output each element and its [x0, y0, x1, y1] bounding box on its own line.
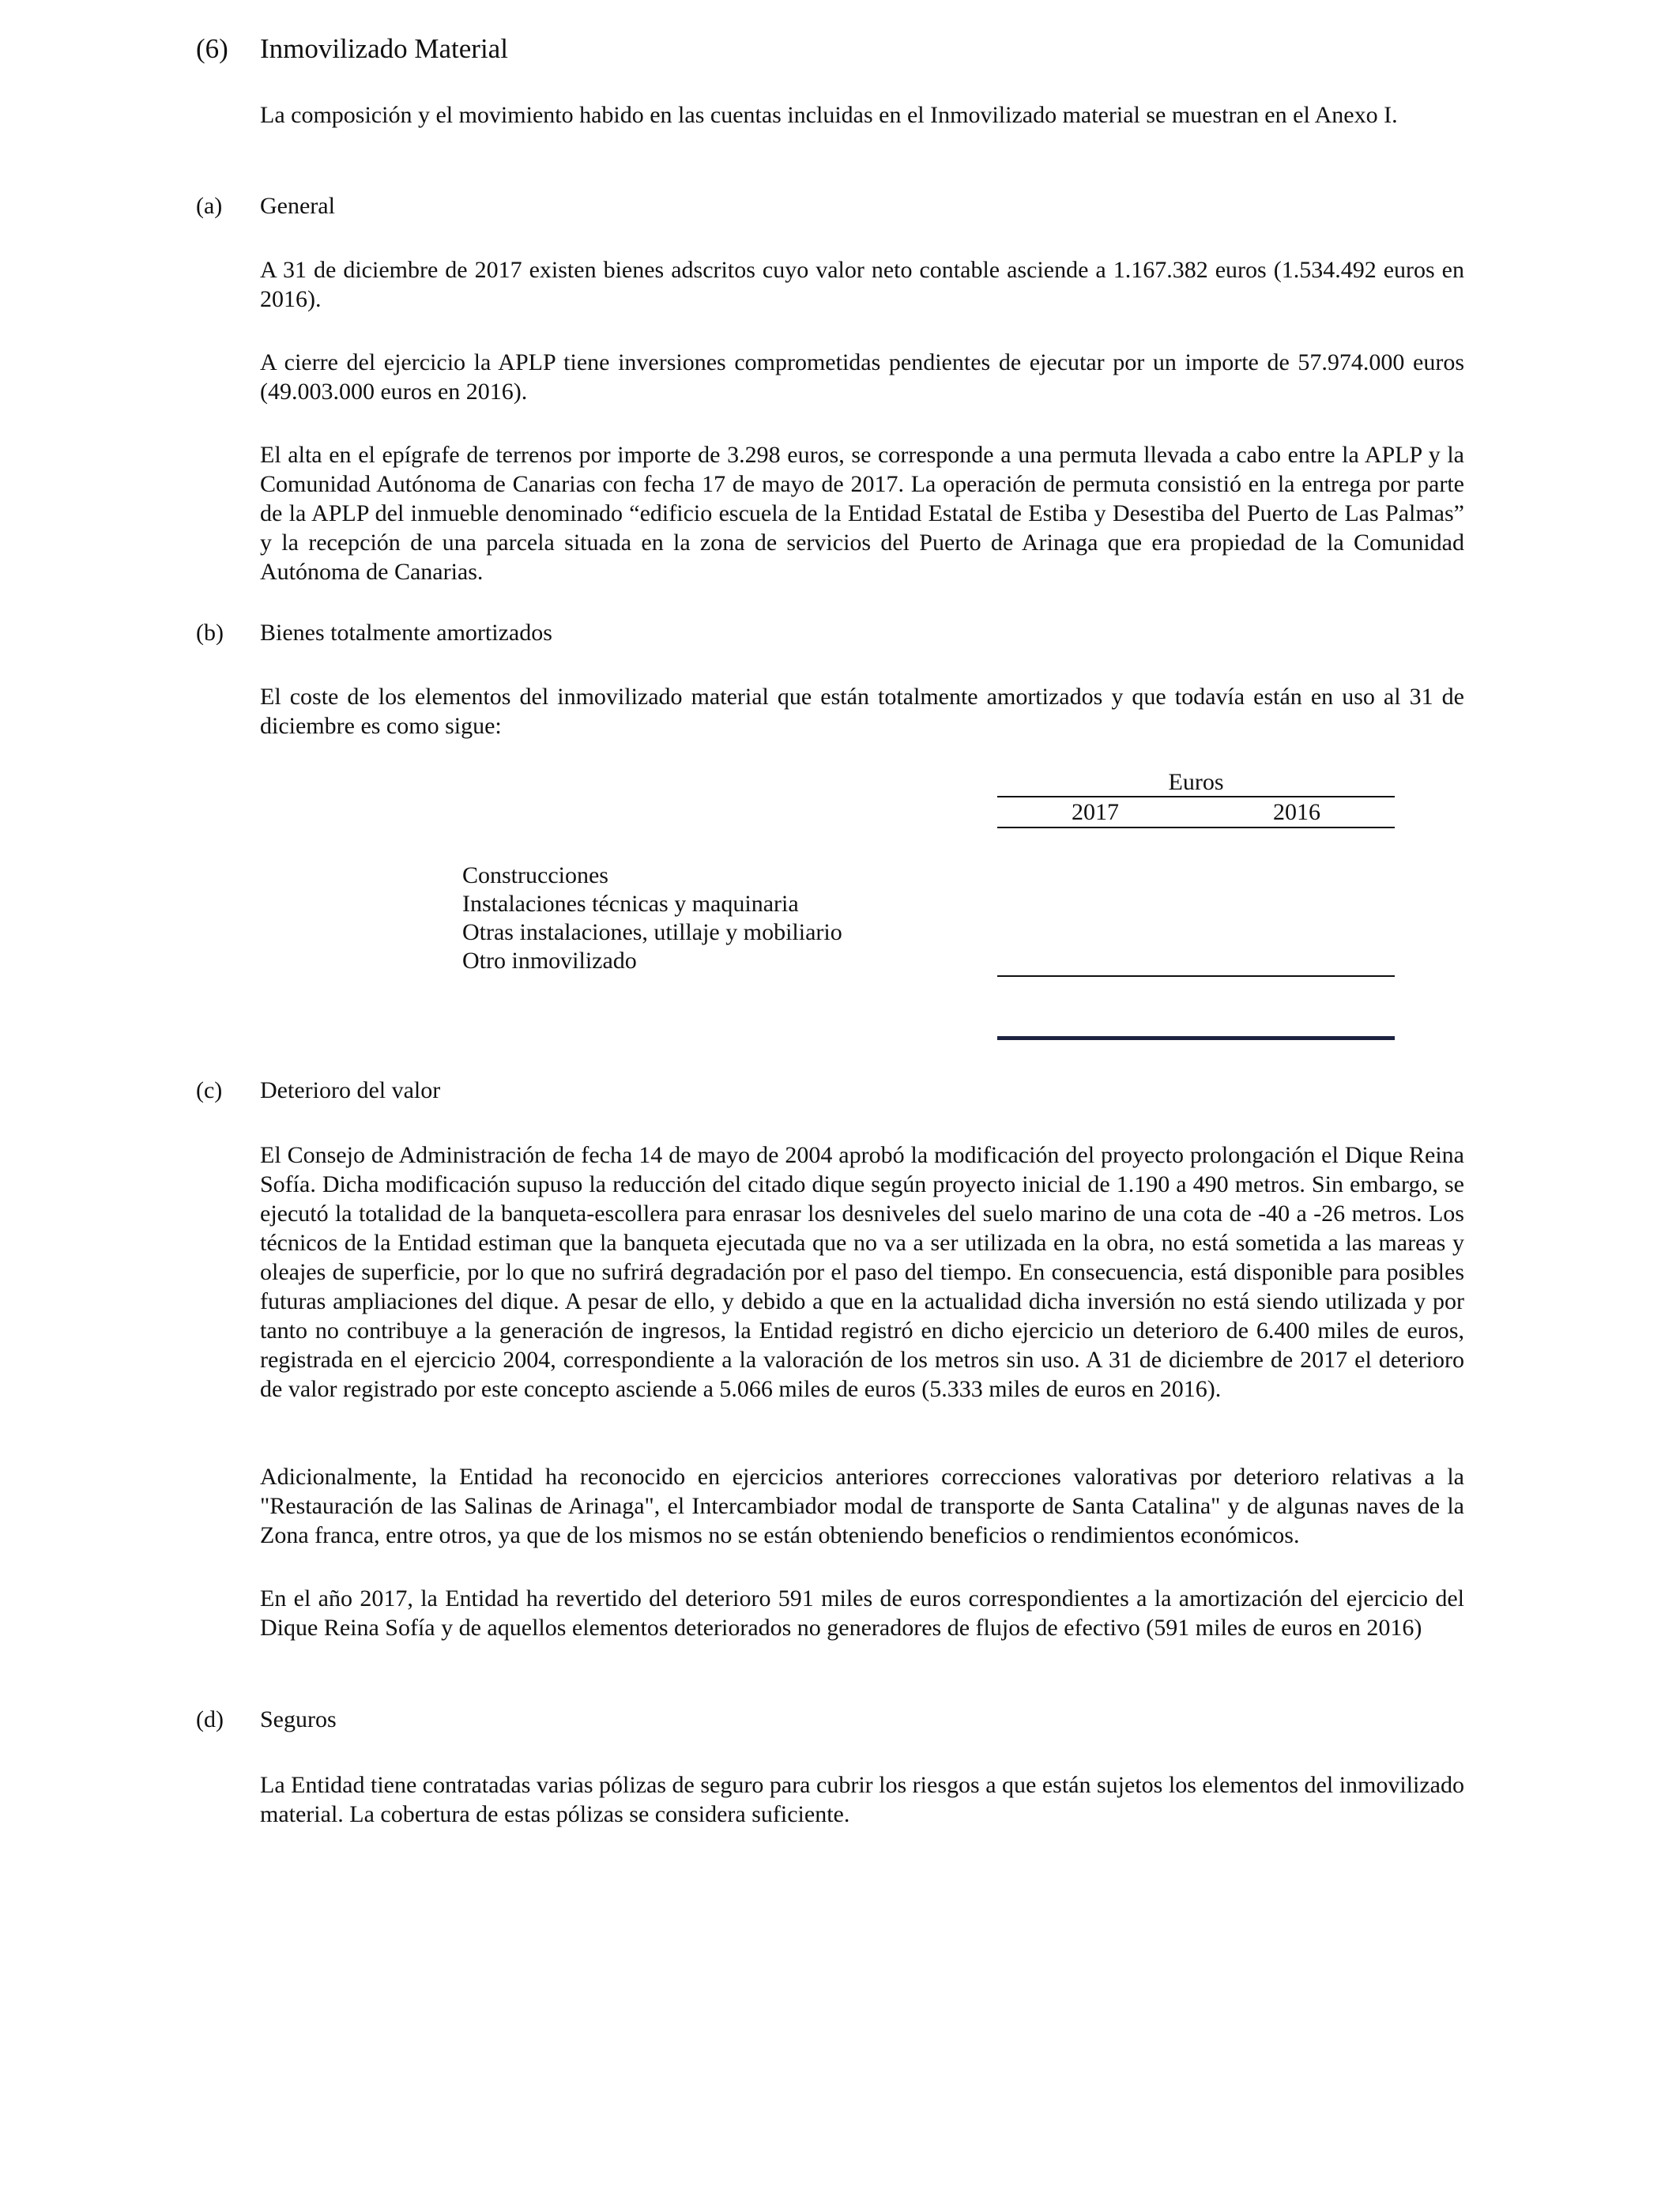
subsection-b-marker: (b) — [196, 620, 224, 646]
section-intro: La composición y el movimiento habido en las cuentas incluidas en el Inmovilizado material se muestran en el Anexo I. — [260, 102, 1398, 128]
section-number: (6) — [196, 33, 228, 64]
subsection-a-marker: (a) — [196, 193, 223, 219]
subsection-a-paragraph-1: A 31 de diciembre de 2017 existen bienes adscritos cuyo valor neto contable asciende a 1.167.382 euros (1.534.492 euros en 2016). — [260, 257, 1464, 312]
table-row-label: Otras instalaciones, utillaje y mobiliario — [462, 919, 842, 945]
table-col-2016: 2016 — [1273, 799, 1320, 825]
table-total-double-rule — [997, 1036, 1395, 1040]
table-header-rule — [997, 796, 1395, 797]
table-row-label: Otro inmovilizado — [462, 948, 637, 974]
subsection-c-paragraph-1: El Consejo de Administración de fecha 14 de mayo de 2004 aprobó la modificación del proyecto prolongación el Dique Reina Sofía. Dicha modificación supuso la reducción del citado dique según proyecto inicial de 1.190 a 490 metros. Sin embargo, se ejecutó la totalidad de la banqueta-escollera para enrasar los desniveles del suelo marino de una cota de -40 a -26 metros. Los técnicos de la Entidad estiman que la banqueta ejecutada que no va a ser utilizada en la obra, no está sometida a las mareas y oleajes de superficie, por lo que no sufrirá degradación por el paso del tiempo. En consecuencia, está disponible para posibles futuras ampliaciones del dique. A pesar de ello, y debido a que en la actualidad dicha inversión no está siendo utilizada y por tanto no contribuye a la generación de ingresos, la Entidad registró en dicho ejercicio un deterioro de 6.400 miles de euros, registrada en el ejercicio 2004, correspondiente a la valoración de los metros sin uso. A 31 de diciembre de 2017 el deterioro de valor registrado por este concepto asciende a 5.066 miles de euros (5.333 miles de euros en 2016). — [260, 1142, 1464, 1402]
subsection-a-paragraph-3: El alta en el epígrafe de terrenos por importe de 3.298 euros, se corresponde a una permuta llevada a cabo entre la APLP y la Comunidad Autónoma de Canarias con fecha 17 de mayo de 2017. La operación de permuta consistió en la entrega por parte de la APLP del inmueble denominado “edificio escuela de la Entidad Estatal de Estiba y Desestiba del Puerto de Las Palmas” y la recepción de una parcela situada en la zona de servicios del Puerto de Arinaga que era propiedad de la Comunidad Autónoma de Canarias. — [260, 442, 1464, 585]
section-title: Inmovilizado Material — [260, 33, 508, 64]
subsection-b-title: Bienes totalmente amortizados — [260, 620, 552, 646]
table-col-2017: 2017 — [1072, 799, 1119, 825]
subsection-d-title: Seguros — [260, 1706, 337, 1732]
table-row-label: Instalaciones técnicas y maquinaria — [462, 891, 799, 917]
subsection-c-title: Deterioro del valor — [260, 1077, 441, 1103]
table-currency-header: Euros — [1168, 769, 1224, 795]
subsection-b-paragraph-1: El coste de los elementos del inmovilizado material que están totalmente amortizados y que todavía están en uso al 31 de diciembre es como sigue: — [260, 684, 1464, 739]
subsection-c-paragraph-3: En el año 2017, la Entidad ha revertido del deterioro 591 miles de euros correspondientes a la amortización del ejercicio del Dique Reina Sofía y de aquellos elementos deteriorados no generadores de flujos de efectivo (591 miles de euros en 2016) — [260, 1585, 1464, 1641]
subsection-a-paragraph-2: A cierre del ejercicio la APLP tiene inversiones comprometidas pendientes de ejecutar por un importe de 57.974.000 euros (49.003.000 euros en 2016). — [260, 349, 1464, 405]
table-subheader-rule — [997, 827, 1395, 828]
subsection-d-paragraph-1: La Entidad tiene contratadas varias pólizas de seguro para cubrir los riesgos a que están sujetos los elementos del inmovilizado material. La cobertura de estas pólizas se considera suficiente. — [260, 1772, 1464, 1827]
subsection-a-title: General — [260, 193, 335, 219]
subsection-c-marker: (c) — [196, 1077, 223, 1103]
subsection-d-marker: (d) — [196, 1706, 224, 1732]
subsection-c-paragraph-2: Adicionalmente, la Entidad ha reconocido en ejercicios anteriores correcciones valorativas por deterioro relativas a la "Restauración de las Salinas de Arinaga", el Intercambiador modal de transporte de Santa Catalina" y de algunas naves de la Zona franca, entre otros, ya que de los mismos no se están obteniendo beneficios o rendimientos económicos. — [260, 1464, 1464, 1548]
table-subtotal-rule — [997, 975, 1395, 977]
table-row-label: Construcciones — [462, 862, 608, 888]
